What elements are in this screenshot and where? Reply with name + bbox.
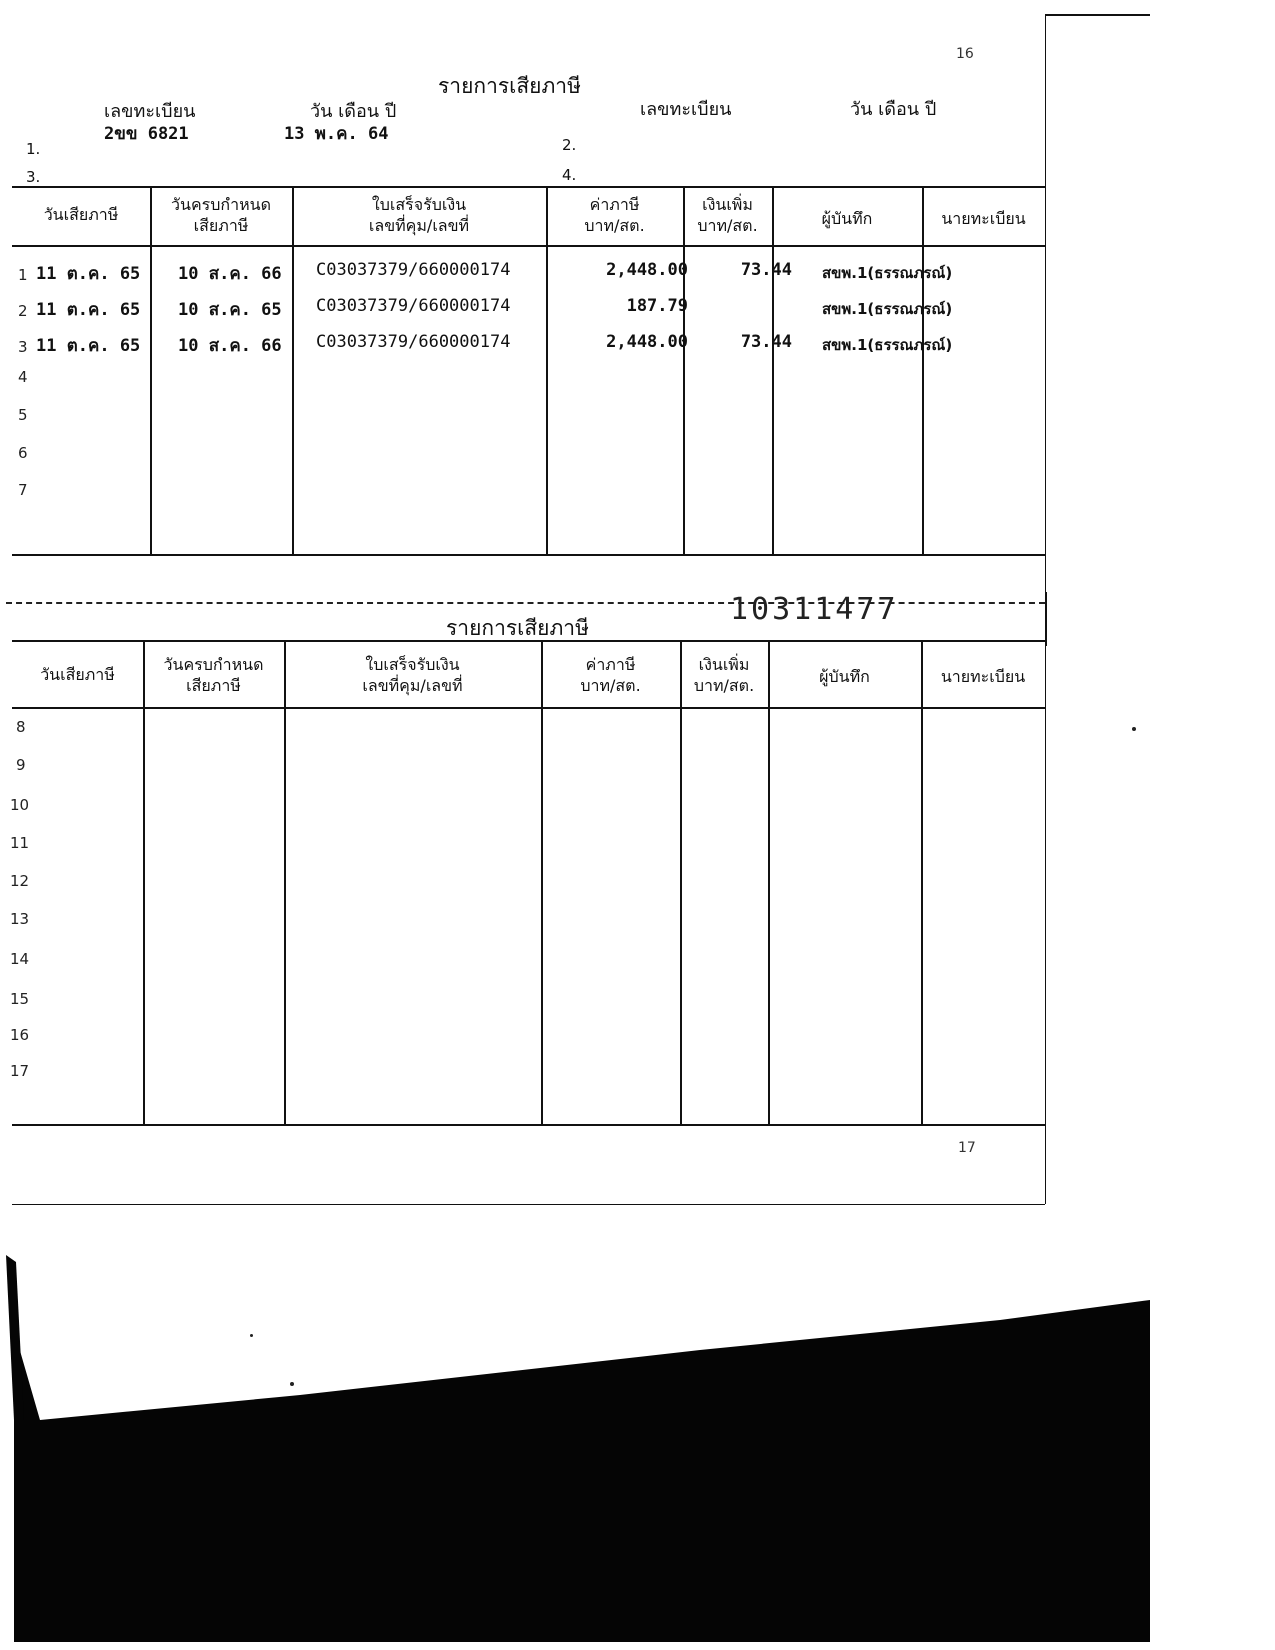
row-number: 7: [18, 481, 28, 499]
cell-surcharge: 73.44: [740, 260, 792, 280]
top-col-header-registrar: นายทะเบียน: [941, 209, 1026, 228]
cell-paid-date: 11 ต.ค. 65: [36, 300, 141, 320]
label-registration-right: เลขทะเบียน: [640, 99, 732, 120]
cell-due-date: 10 ส.ค. 66: [178, 264, 282, 284]
row-number: 1: [18, 266, 28, 284]
bottom-col-header-surcharge: เงินเพิ่ม บาท/สต.: [693, 655, 755, 695]
label-registration-left: เลขทะเบียน: [104, 101, 196, 122]
row-number: 14: [10, 950, 30, 968]
row-number: 8: [16, 718, 26, 736]
slot-4: 4.: [562, 166, 577, 184]
cell-recorder: สขพ.1(ธรรณภรณ์): [822, 300, 953, 318]
cell-paid-date: 11 ต.ค. 65: [36, 336, 141, 356]
row-number: 10: [10, 796, 30, 814]
cell-paid-date: 11 ต.ค. 65: [36, 264, 141, 284]
slot-3: 3.: [26, 168, 41, 186]
scan-speck: [290, 1382, 294, 1386]
cell-receipt: C03037379/660000174: [316, 332, 511, 352]
slot-2: 2.: [562, 136, 577, 154]
bottom-col-header-recorder: ผู้บันทึก: [819, 667, 870, 686]
scan-speck: [1132, 727, 1136, 731]
cell-tax: 2,448.00: [606, 260, 688, 280]
cell-receipt: C03037379/660000174: [316, 260, 511, 280]
top-col-header-surcharge: เงินเพิ่ม บาท/สต.: [697, 195, 758, 235]
cell-receipt: C03037379/660000174: [316, 296, 511, 316]
bottom-col-header-registrar: นายทะเบียน: [940, 667, 1026, 686]
label-date-left: วัน เดือน ปี: [310, 101, 397, 122]
page-number-bottom: 17: [958, 1140, 976, 1156]
row-number: 17: [10, 1062, 30, 1080]
row-number: 12: [10, 872, 30, 890]
label-date-right: วัน เดือน ปี: [850, 99, 937, 120]
bottom-section-heading: รายการเสียภาษี: [446, 616, 589, 640]
row-number: 2: [18, 302, 28, 320]
top-col-header-paid-date: วันเสียภาษี: [43, 205, 119, 224]
row-number: 5: [18, 406, 28, 424]
stamp-number: 10311477: [730, 592, 899, 627]
cell-due-date: 10 ส.ค. 65: [178, 300, 282, 320]
row-number: 6: [18, 444, 28, 462]
cell-due-date: 10 ส.ค. 66: [178, 336, 282, 356]
top-col-header-due-date: วันครบกำหนด เสียภาษี: [171, 195, 271, 235]
registration-date: 13 พ.ค. 64: [284, 124, 389, 144]
row-number: 13: [10, 910, 30, 928]
row-number: 16: [10, 1026, 30, 1044]
bottom-col-header-tax: ค่าภาษี บาท/สต.: [580, 655, 641, 695]
top-col-header-tax: ค่าภาษี บาท/สต.: [584, 195, 645, 235]
row-number: 4: [18, 368, 28, 386]
cell-recorder: สขพ.1(ธรรณภรณ์): [822, 336, 953, 354]
row-number: 11: [10, 834, 30, 852]
row-number: 15: [10, 990, 30, 1008]
top-section-heading: รายการเสียภาษี: [438, 74, 581, 98]
cell-recorder: สขพ.1(ธรรณภรณ์): [822, 264, 953, 282]
bottom-col-header-receipt: ใบเสร็จรับเงิน เลขที่คุม/เลขที่: [362, 655, 463, 695]
page-number-top: 16: [956, 46, 974, 62]
row-number: 3: [18, 338, 28, 356]
top-col-header-receipt: ใบเสร็จรับเงิน เลขที่คุม/เลขที่: [368, 195, 470, 235]
slot-1: 1.: [26, 140, 41, 158]
cell-tax: 187.79: [626, 296, 688, 316]
bottom-col-header-due-date: วันครบกำหนด เสียภาษี: [163, 655, 264, 695]
bottom-col-header-paid-date: วันเสียภาษี: [40, 665, 115, 684]
scan-speck: [250, 1334, 253, 1337]
top-col-header-recorder: ผู้บันทึก: [821, 209, 873, 228]
row-number: 9: [16, 756, 26, 774]
cell-surcharge: 73.44: [740, 332, 792, 352]
cell-tax: 2,448.00: [606, 332, 688, 352]
registration-number: 2ขข 6821: [104, 124, 189, 144]
